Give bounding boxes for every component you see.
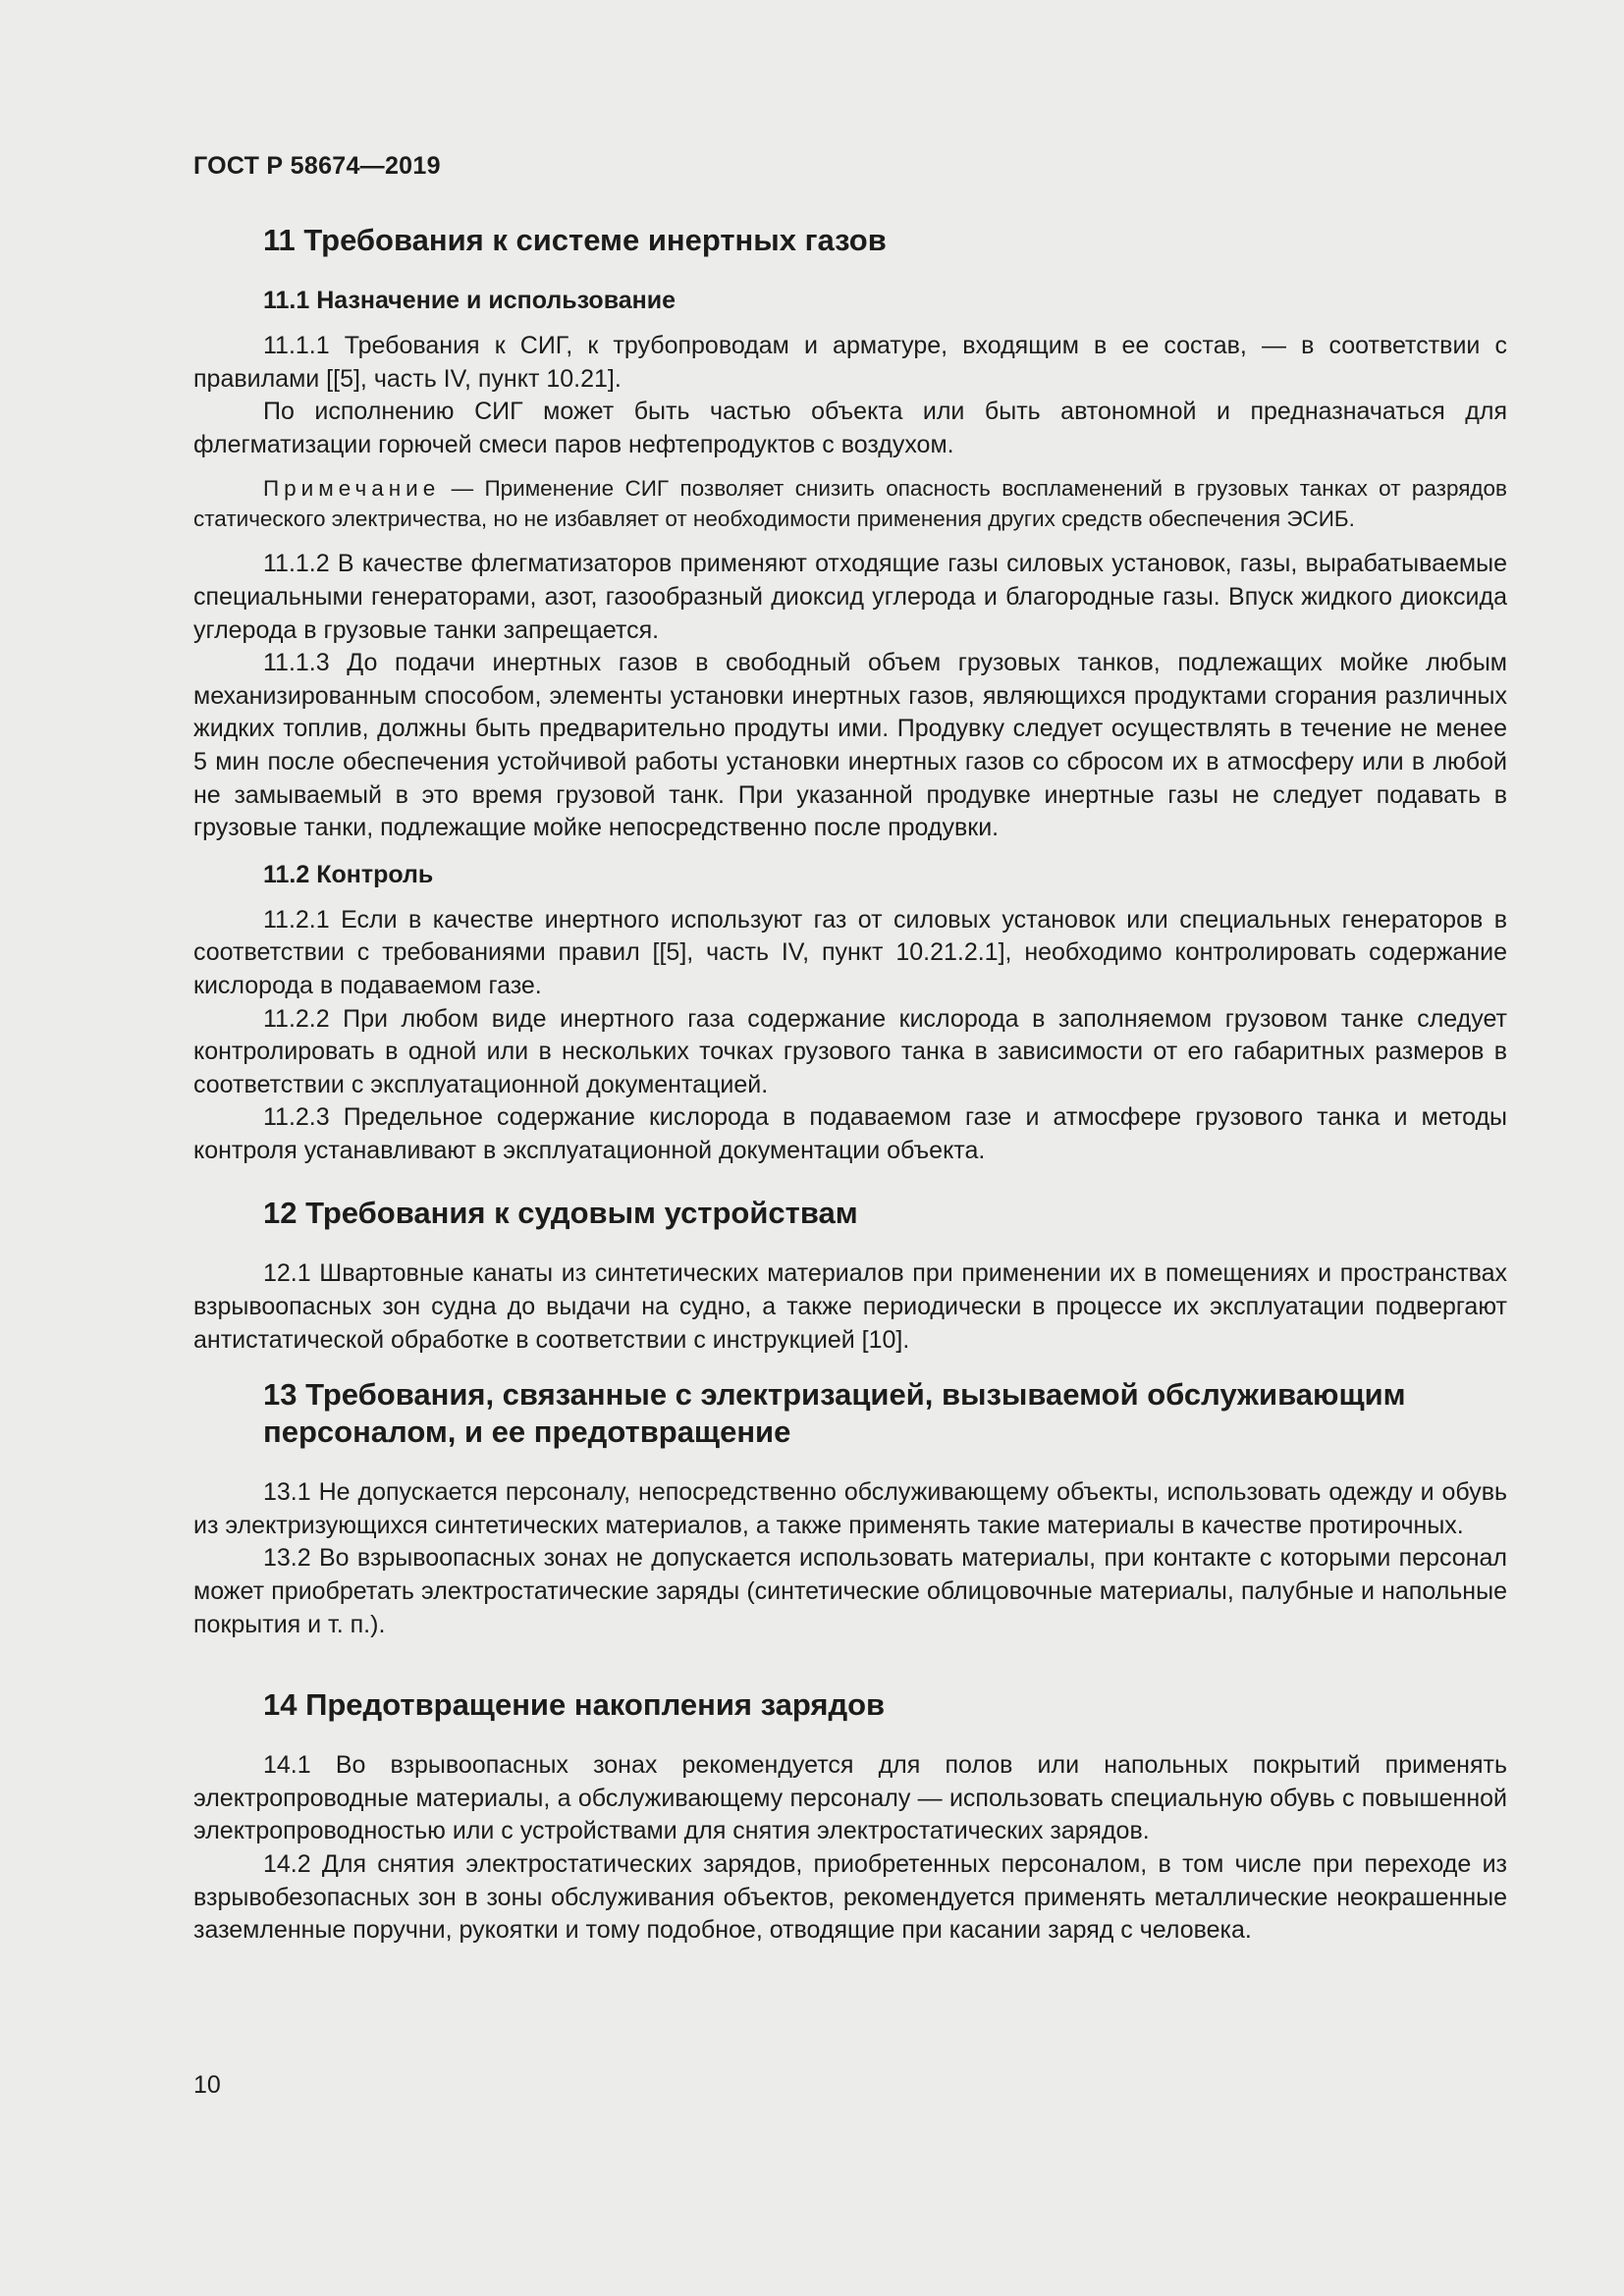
section-11-heading: 11 Требования к системе инертных газов — [263, 223, 887, 257]
section-13-heading — [263, 1376, 1507, 1451]
paragraph-11-2-1: 11.2.1 Если в качестве инертного используют газ от силовых установок или специальных генераторов в соответствии с требованиями правил [[5], часть IV, пункт 10.21.2.1], необходимо контролировать содержание кислорода в подаваемом газе. — [193, 905, 1507, 999]
subsection-11-2-heading: 11.2 Контроль — [263, 860, 434, 888]
subsection-11-1-heading: 11.1 Назначение и использование — [263, 287, 677, 314]
paragraph-11-1-3: 11.1.3 До подачи инертных газов в свободный объем грузовых танков, подлежащих мойке любым механизированным способом, элементы установки инертных газов, являющихся продуктами сгорания различных жидких топлив, должны быть предварительно продуты ими. Продувку следует осуществлять в течение не менее 5 мин после обеспечения устойчивой работы установки инертных газов со сбросом их в атмосферу или в любой не замываемый в это время грузовой танк. При указанной продувке инертные газы не следует подавать в грузовые танки, подлежащие мойке непосредственно после продувки. — [193, 649, 1507, 842]
paragraph-14-2: 14.2 Для снятия электростатических зарядов, приобретенных персоналом, в том числе при переходе из взрывобезопасных зон в зоны обслуживания объектов, рекомендуется применять металлические неокрашенные заземленные поручни, рукоятки и тому подобное, отводящие при касании заряд с человека. — [193, 1850, 1507, 1945]
document-body — [193, 222, 1507, 1948]
paragraph-13-1: 13.1 Не допускается персоналу, непосредственно обслуживающему объекты, использовать одежду и обувь из электризующихся синтетических материалов, а также применять такие материалы в качестве протирочных. — [193, 1478, 1507, 1539]
paragraph-11-1-1-cont: По исполнению СИГ может быть частью объекта или быть автономной и предназначаться для флегматизации горючей смеси паров нефтепродуктов с воздухом. — [193, 398, 1507, 458]
paragraph-14-1: 14.1 Во взрывоопасных зонах рекомендуется для полов или напольных покрытий применять электропроводные материалы, а обслуживающему персоналу — использовать специальную обувь с повышенной электропроводностью или с устройствами для снятия электростатических зарядов. — [193, 1751, 1507, 1845]
document-standard-id: ГОСТ Р 58674—2019 — [193, 152, 441, 180]
note-text: — Применение СИГ позволяет снизить опасность воспламенений в грузовых танках от разрядов статического электричества, но не избавляет от необходимости применения других средств обеспечения ЭСИБ. — [193, 476, 1507, 532]
section-13-heading-line2: персоналом, и ее предотвращение — [263, 1415, 791, 1450]
paragraph-11-1-2: 11.1.2 В качестве флегматизаторов применяют отходящие газы силовых установок, газы, вырабатываемые специальными генераторами, азот, газообразный диоксид углерода и благородные газы. Впуск жидкого диоксида углерода в грузовые танки запрещается. — [193, 550, 1507, 644]
section-12-heading: 12 Требования к судовым устройствам — [263, 1196, 858, 1231]
section-14-heading: 14 Предотвращение накопления зарядов — [263, 1687, 886, 1723]
paragraph-11-1-1: 11.1.1 Требования к СИГ, к трубопроводам и арматуре, входящим в ее состав, — в соответствии с правилами [[5], часть IV, пункт 10.21]. — [193, 332, 1507, 393]
note-block — [193, 473, 1507, 534]
paragraph-12-1: 12.1 Швартовные канаты из синтетических материалов при применении их в помещениях и пространствах взрывоопасных зон судна до выдачи на судно, а также периодически в процессе их эксплуатации подвергают антистатической обработке в соответствии с инструкцией [10]. — [193, 1259, 1507, 1354]
page-number: 10 — [193, 2071, 221, 2099]
paragraph-11-2-3: 11.2.3 Предельное содержание кислорода в подаваемом газе и атмосфере грузового танка и методы контроля устанавливают в эксплуатационной документации объекта. — [193, 1103, 1507, 1164]
section-13-heading-line1: 13 Требования, связанные с электризацией, вызываемой обслуживающим — [263, 1377, 1406, 1413]
paragraph-13-2: 13.2 Во взрывоопасных зонах не допускается использовать материалы, при контакте с которыми персонал может приобретать электростатические заряды (синтетические облицовочные материалы, палубные и напольные покрытия и т. п.). — [193, 1544, 1507, 1638]
paragraph-11-2-2: 11.2.2 При любом виде инертного газа содержание кислорода в заполняемом грузовом танке следует контролировать в одной или в нескольких точках грузового танка в зависимости от его габаритных размеров в соответствии с эксплуатационной документацией. — [193, 1004, 1507, 1098]
note-label: Примечание — [263, 476, 441, 502]
